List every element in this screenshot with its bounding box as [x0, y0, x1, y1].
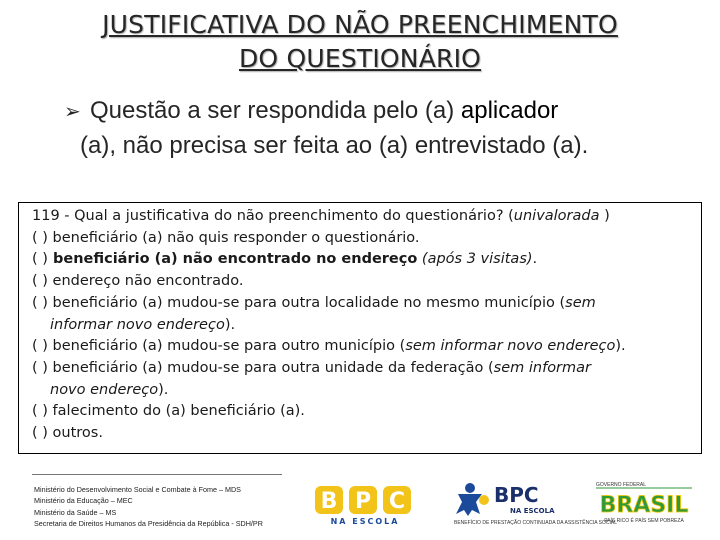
footer-line: Ministério do Desenvolvimento Social e Combate à Fome – MDS	[34, 485, 241, 494]
option-row	[32, 249, 712, 271]
option-continuation	[32, 315, 712, 337]
option-row	[32, 271, 712, 293]
bpc-logo-sub-2: NA ESCOLA	[510, 507, 555, 515]
brasil-logo-top: GOVERNO FEDERAL	[596, 482, 647, 488]
slide-title-line-2: DO QUESTIONÁRIO	[238, 44, 482, 73]
option-continuation-italic: novo endereço	[50, 381, 159, 398]
option-row	[32, 401, 712, 423]
option-continuation-italic: informar novo endereço	[50, 316, 225, 333]
question-type-close: )	[599, 208, 610, 224]
footer-line: Ministério da Educação – MEC	[34, 496, 133, 506]
bullet-text: Questão a ser respondida pelo (a)	[90, 97, 461, 124]
brasil-logo-word: BRASIL	[599, 493, 689, 518]
svg-text:C: C	[388, 489, 406, 514]
option-text: beneficiário (a) mudou-se para outra unidade da federação (	[47, 359, 494, 376]
question-number: 119	[32, 208, 60, 224]
option-text-italic: sem informar novo endereço	[405, 338, 616, 355]
svg-text:P: P	[354, 489, 372, 514]
option-text: beneficiário (a) mudou-se para outro município (	[47, 338, 406, 355]
brasil-logo-tagline: PAÍS RICO É PAÍS SEM POBREZA	[604, 518, 684, 524]
option-row	[32, 358, 712, 380]
option-text: outros.	[47, 425, 103, 442]
option-checkbox[interactable]: ( )	[32, 294, 48, 311]
option-text-end: .	[532, 251, 538, 268]
footer-ministries	[34, 484, 314, 529]
bpc-na-escola-logo-2	[454, 480, 618, 528]
option-text: beneficiário (a) não quis responder o questionário.	[47, 229, 420, 246]
option-text-italic: sem	[565, 294, 596, 311]
option-text-italic: sem informar	[493, 359, 591, 376]
option-checkbox[interactable]: ( )	[32, 273, 48, 290]
option-text-end: ).	[615, 338, 626, 355]
option-checkbox[interactable]: ( )	[32, 229, 48, 246]
option-checkbox[interactable]: ( )	[32, 251, 48, 268]
option-continuation	[32, 380, 712, 402]
bpc-logo-sub: NA ESCOLA	[330, 517, 400, 526]
question-header	[32, 206, 712, 228]
option-checkbox[interactable]: ( )	[32, 359, 48, 376]
option-checkbox[interactable]: ( )	[32, 338, 48, 355]
footer-line: Secretaria de Direitos Humanos da Presidência da República - SDH/PR	[34, 518, 263, 528]
option-text: endereço não encontrado.	[47, 273, 244, 290]
question-type: univalorada	[513, 208, 600, 224]
option-checkbox[interactable]: ( )	[32, 403, 48, 420]
option-text: beneficiário (a) mudou-se para outra localidade no mesmo município (	[47, 294, 566, 311]
bpc-logo-word: BPC	[494, 483, 539, 507]
option-text: falecimento do (a) beneficiário (a).	[47, 403, 305, 420]
option-row	[32, 293, 712, 315]
brasil-governo-federal-logo	[594, 480, 696, 526]
svg-text:B: B	[320, 489, 338, 514]
footer-line: Ministério da Saúde – MS	[34, 507, 117, 517]
question-text: - Qual a justificativa do não preenchimento do questionário? (	[59, 208, 514, 224]
option-text-bold: beneficiário (a) não encontrado no endereço	[47, 251, 418, 268]
option-row	[32, 336, 712, 358]
question-content	[32, 206, 712, 445]
bullet-highlight: aplicador	[460, 97, 559, 124]
footer-divider	[32, 474, 282, 475]
bpc-logo-letters	[315, 486, 411, 514]
bpc-logo-caption: BENEFÍCIO DE PRESTAÇÃO CONTINUADA DA ASSISTÊNCIA SOCIAL	[454, 520, 618, 526]
arrow-bullet-icon: ➢	[64, 101, 81, 123]
option-text-italic: (após 3 visitas)	[417, 251, 533, 268]
option-continuation-end: ).	[158, 381, 169, 398]
option-checkbox[interactable]: ( )	[32, 425, 48, 442]
option-row	[32, 423, 712, 445]
person-figure-icon	[456, 483, 489, 516]
slide-title-line-1: JUSTIFICATIVA DO NÃO PREENCHIMENTO	[102, 10, 618, 39]
bullet-point	[64, 94, 714, 162]
option-continuation-end: ).	[224, 316, 236, 333]
option-row	[32, 228, 712, 250]
bpc-na-escola-logo	[313, 482, 418, 528]
bullet-continuation: (a), não precisa ser feita ao (a) entrevistado (a).	[80, 132, 589, 159]
